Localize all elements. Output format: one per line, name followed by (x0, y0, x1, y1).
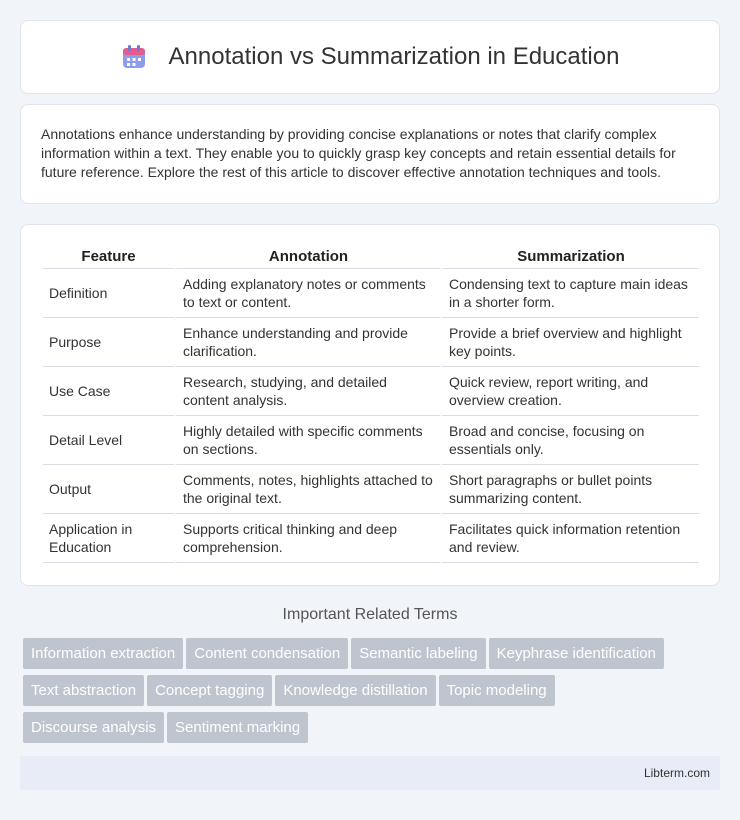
related-term-tag[interactable]: Content condensation (186, 638, 348, 669)
feature-cell: Definition (43, 269, 174, 318)
table-row (43, 269, 699, 318)
related-term-tag[interactable]: Text abstraction (23, 675, 144, 706)
related-term-tag[interactable]: Semantic labeling (351, 638, 485, 669)
feature-cell: Application in Education (43, 514, 174, 563)
related-term-tag[interactable]: Concept tagging (147, 675, 272, 706)
summarization-cell: Short paragraphs or bullet points summarizing content. (440, 465, 699, 514)
feature-cell: Output (43, 465, 174, 514)
intro-card (20, 104, 720, 204)
header-feature: Feature (43, 243, 174, 269)
related-term-tag[interactable]: Information extraction (23, 638, 183, 669)
related-term-tag[interactable]: Discourse analysis (23, 712, 164, 743)
related-term-tag[interactable]: Keyphrase identification (489, 638, 664, 669)
feature-cell: Use Case (43, 367, 174, 416)
summarization-cell: Provide a brief overview and highlight key points. (440, 318, 699, 367)
calendar-icon (121, 44, 147, 70)
summarization-cell: Quick review, report writing, and overview creation. (440, 367, 699, 416)
table-header-row (43, 243, 699, 269)
comparison-table-card (20, 224, 720, 586)
table-row (43, 416, 699, 465)
feature-cell: Detail Level (43, 416, 174, 465)
table-row (43, 465, 699, 514)
related-term-tag[interactable]: Topic modeling (439, 675, 555, 706)
footer-site-link[interactable]: Libterm.com (643, 766, 710, 780)
comparison-table (43, 243, 699, 563)
intro-text: Annotations enhance understanding by providing concise explanations or notes that clarify complex information within a text. They enable you to quickly grasp key concepts and retain essential details for future reference. Explore the rest of this article to discover effective annotation techniques and tools. (41, 126, 676, 180)
related-term-tag[interactable]: Knowledge distillation (275, 675, 435, 706)
summarization-cell: Broad and concise, focusing on essentials only. (440, 416, 699, 465)
annotation-cell: Enhance understanding and provide clarification. (174, 318, 440, 367)
feature-cell: Purpose (43, 318, 174, 367)
summarization-cell: Condensing text to capture main ideas in a shorter form. (440, 269, 699, 318)
page-title: Annotation vs Summarization in Education (168, 43, 620, 70)
annotation-cell: Highly detailed with specific comments on sections. (174, 416, 440, 465)
related-term-tag[interactable]: Sentiment marking (167, 712, 308, 743)
header-summarization: Summarization (440, 243, 699, 269)
related-terms-heading: Important Related Terms (282, 606, 458, 623)
table-row (43, 367, 699, 416)
table-row (43, 318, 699, 367)
header-annotation: Annotation (174, 243, 440, 269)
annotation-cell: Research, studying, and detailed content analysis. (174, 367, 440, 416)
annotation-cell: Comments, notes, highlights attached to the original text. (174, 465, 440, 514)
related-terms-tags (23, 638, 723, 749)
annotation-cell: Supports critical thinking and deep comprehension. (174, 514, 440, 563)
table-row (43, 514, 699, 563)
summarization-cell: Facilitates quick information retention and review. (440, 514, 699, 563)
title-card (20, 20, 720, 94)
annotation-cell: Adding explanatory notes or comments to text or content. (174, 269, 440, 318)
footer (20, 756, 720, 790)
